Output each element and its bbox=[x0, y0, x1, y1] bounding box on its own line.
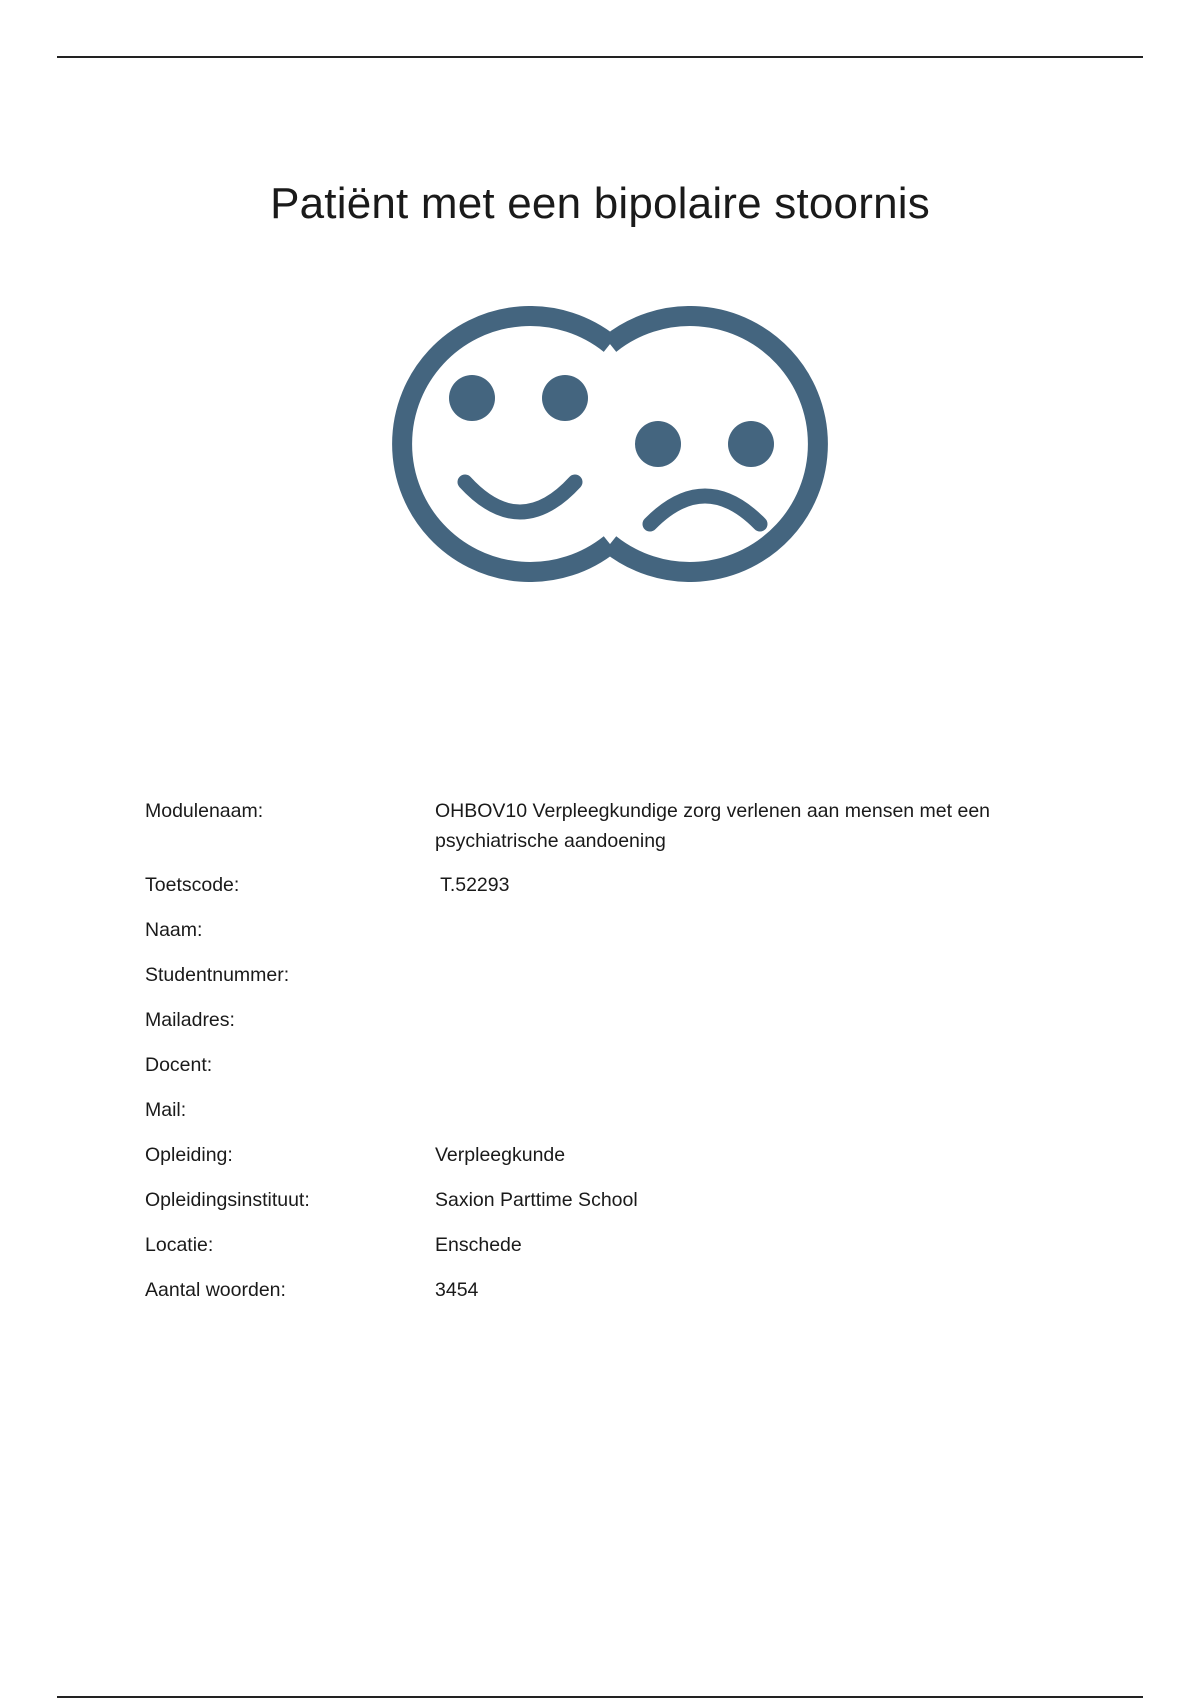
info-row-opleiding bbox=[145, 1140, 1045, 1170]
info-value: Saxion Parttime School bbox=[435, 1189, 638, 1211]
top-rule bbox=[57, 56, 1143, 58]
info-row-opleidingsinstituut bbox=[145, 1185, 1045, 1215]
info-label: Naam: bbox=[145, 919, 203, 941]
info-label: Mail: bbox=[145, 1099, 187, 1121]
info-value: Verpleegkunde bbox=[435, 1144, 566, 1166]
info-row-module bbox=[145, 796, 1045, 856]
info-row-mail bbox=[145, 1095, 1045, 1125]
info-row-locatie bbox=[145, 1230, 1045, 1260]
info-row-aantal-woorden bbox=[145, 1275, 1045, 1305]
happy-and-sad-face-icon bbox=[380, 306, 844, 582]
info-value: T.52293 bbox=[435, 874, 510, 896]
info-row-naam bbox=[145, 915, 1045, 945]
info-label: Modulenaam: bbox=[145, 800, 264, 822]
info-row-toetscode bbox=[145, 870, 1045, 900]
info-value: 3454 bbox=[435, 1279, 479, 1301]
info-label: Docent: bbox=[145, 1054, 213, 1076]
info-label: Opleidingsinstituut: bbox=[145, 1189, 310, 1211]
info-label: Studentnummer: bbox=[145, 964, 290, 986]
info-row-mailadres bbox=[145, 1005, 1045, 1035]
info-label: Toetscode: bbox=[145, 874, 240, 896]
info-value: Enschede bbox=[435, 1234, 522, 1256]
info-label: Aantal woorden: bbox=[145, 1279, 286, 1301]
info-value: OHBOV10 Verpleegkundige zorg verlenen aan mensen met een psychiatrische aandoening bbox=[435, 800, 991, 852]
info-label: Opleiding: bbox=[145, 1144, 233, 1166]
cover-info-table bbox=[145, 796, 1045, 1305]
info-row-docent bbox=[145, 1050, 1045, 1080]
bottom-rule bbox=[57, 1696, 1143, 1698]
page-title: Patiënt met een bipolaire stoornis bbox=[270, 179, 930, 229]
info-row-studentnummer bbox=[145, 960, 1045, 990]
info-label: Mailadres: bbox=[145, 1009, 235, 1031]
info-label: Locatie: bbox=[145, 1234, 214, 1256]
